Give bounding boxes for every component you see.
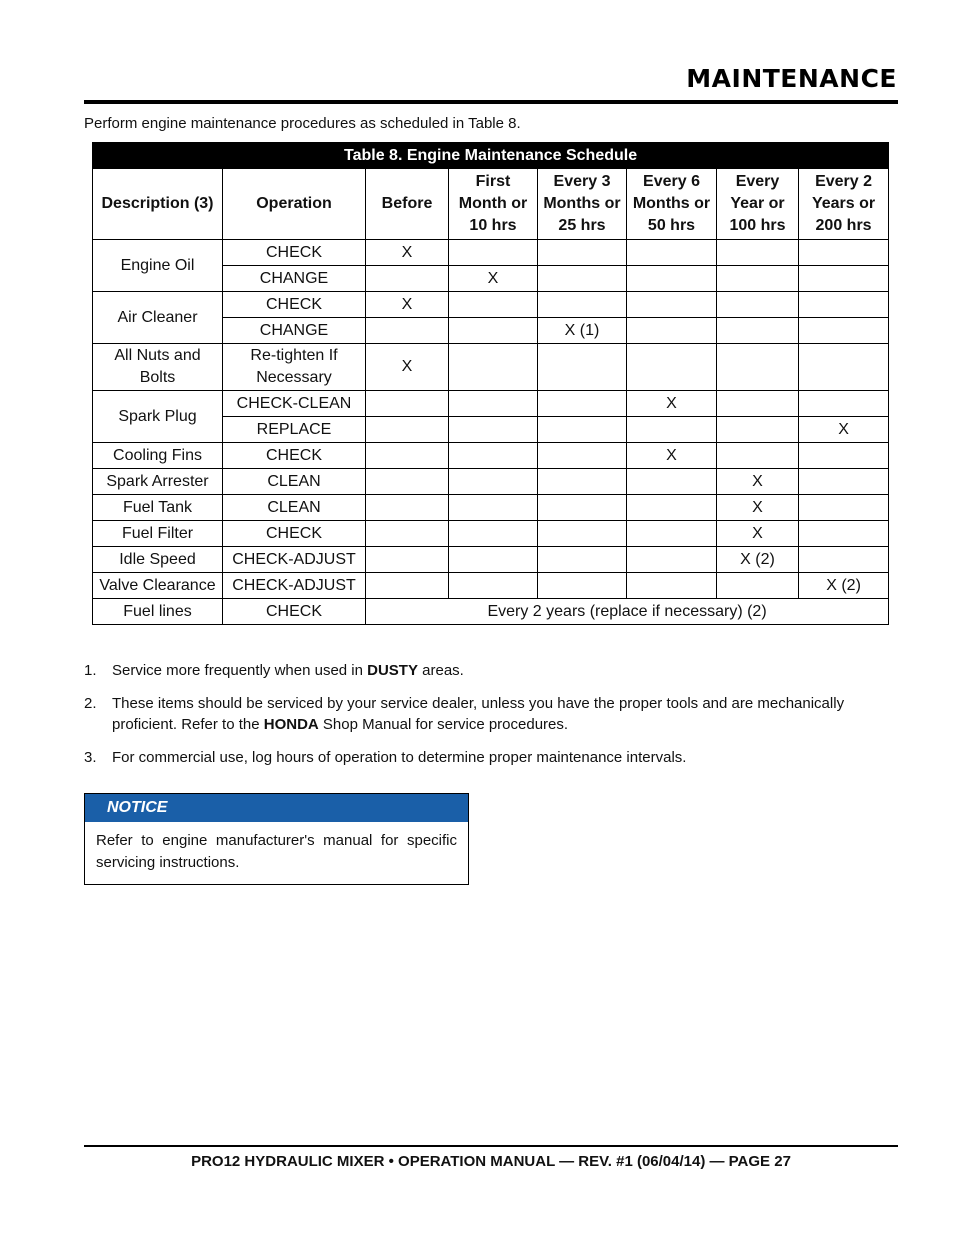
schedule-cell: [799, 521, 889, 547]
schedule-cell: [627, 547, 717, 573]
schedule-cell: [627, 292, 717, 318]
item-cell: All Nuts and Bolts: [93, 344, 223, 391]
schedule-cell: [366, 318, 449, 344]
schedule-cell: [449, 391, 538, 417]
table-row: [93, 573, 889, 599]
schedule-cell: [717, 391, 799, 417]
table-row: [93, 495, 889, 521]
schedule-cell: [799, 391, 889, 417]
footnote-number: 1.: [84, 662, 97, 679]
item-cell: Fuel Filter: [93, 521, 223, 547]
schedule-cell: [449, 469, 538, 495]
operation-cell: CLEAN: [223, 469, 366, 495]
footnote-item: [84, 693, 900, 735]
schedule-cell: [799, 266, 889, 292]
schedule-cell: X: [366, 292, 449, 318]
schedule-cell: [799, 495, 889, 521]
schedule-cell: [538, 521, 627, 547]
table-row: [93, 599, 889, 625]
interval-note-cell: Every 2 years (replace if necessary) (2): [366, 599, 889, 625]
column-header: Description (3): [93, 169, 223, 240]
schedule-cell: [627, 495, 717, 521]
footnote-text: Service more frequently when used in DUSTY areas.: [112, 662, 464, 679]
schedule-cell: [449, 292, 538, 318]
table-row: [93, 521, 889, 547]
column-header: Operation: [223, 169, 366, 240]
footnote-text: For commercial use, log hours of operation to determine proper maintenance intervals.: [112, 749, 687, 766]
notice-label: NOTICE: [85, 794, 468, 822]
schedule-cell: [449, 240, 538, 266]
schedule-cell: [799, 547, 889, 573]
schedule-cell: X: [799, 417, 889, 443]
footnote-item: [84, 660, 900, 681]
schedule-cell: X (2): [799, 573, 889, 599]
operation-cell: CHANGE: [223, 266, 366, 292]
schedule-cell: [366, 391, 449, 417]
schedule-cell: X (2): [717, 547, 799, 573]
intro-text: Perform engine maintenance procedures as scheduled in Table 8.: [84, 115, 521, 132]
schedule-cell: [449, 318, 538, 344]
item-cell: Spark Arrester: [93, 469, 223, 495]
maintenance-schedule-table: [92, 142, 889, 625]
schedule-cell: [717, 240, 799, 266]
operation-cell: CLEAN: [223, 495, 366, 521]
item-cell: Engine Oil: [93, 240, 223, 292]
schedule-cell: [538, 240, 627, 266]
schedule-cell: [717, 443, 799, 469]
schedule-cell: [627, 318, 717, 344]
schedule-cell: [538, 573, 627, 599]
schedule-cell: X: [627, 443, 717, 469]
operation-cell: CHECK: [223, 599, 366, 625]
column-header: Before: [366, 169, 449, 240]
table-row: [93, 547, 889, 573]
schedule-cell: [449, 547, 538, 573]
schedule-cell: [717, 266, 799, 292]
table-caption: Table 8. Engine Maintenance Schedule: [93, 143, 889, 169]
schedule-cell: X (1): [538, 318, 627, 344]
schedule-cell: [538, 443, 627, 469]
item-cell: Idle Speed: [93, 547, 223, 573]
table-row: [93, 292, 889, 318]
operation-cell: CHECK: [223, 292, 366, 318]
item-cell: Spark Plug: [93, 391, 223, 443]
operation-cell: CHECK: [223, 521, 366, 547]
schedule-cell: [627, 417, 717, 443]
schedule-cell: X: [627, 391, 717, 417]
schedule-cell: X: [366, 344, 449, 391]
column-header: Every 3 Months or 25 hrs: [538, 169, 627, 240]
schedule-cell: [717, 292, 799, 318]
schedule-cell: [366, 521, 449, 547]
table-row: [93, 391, 889, 417]
schedule-cell: [799, 344, 889, 391]
schedule-cell: [538, 547, 627, 573]
schedule-cell: [717, 573, 799, 599]
schedule-cell: [538, 292, 627, 318]
schedule-cell: [366, 266, 449, 292]
table-row: [93, 443, 889, 469]
schedule-cell: [627, 344, 717, 391]
operation-cell: CHECK-ADJUST: [223, 547, 366, 573]
schedule-cell: [627, 521, 717, 547]
notice-box: [84, 793, 469, 885]
operation-cell: CHECK: [223, 240, 366, 266]
schedule-cell: [366, 469, 449, 495]
table-row: [93, 344, 889, 391]
notice-body: Refer to engine manufacturer's manual for specific servicing instructions.: [96, 832, 457, 871]
schedule-cell: [366, 417, 449, 443]
column-header: Every 2 Years or 200 hrs: [799, 169, 889, 240]
schedule-cell: [538, 344, 627, 391]
column-header: Every Year or 100 hrs: [717, 169, 799, 240]
schedule-cell: [627, 573, 717, 599]
schedule-cell: X: [717, 495, 799, 521]
schedule-cell: [717, 344, 799, 391]
item-cell: Cooling Fins: [93, 443, 223, 469]
schedule-cell: [538, 495, 627, 521]
schedule-cell: [366, 495, 449, 521]
schedule-cell: [799, 469, 889, 495]
schedule-cell: [449, 521, 538, 547]
item-cell: Fuel Tank: [93, 495, 223, 521]
schedule-cell: [799, 240, 889, 266]
schedule-cell: X: [366, 240, 449, 266]
operation-cell: REPLACE: [223, 417, 366, 443]
schedule-cell: [366, 547, 449, 573]
schedule-cell: [799, 443, 889, 469]
schedule-cell: [538, 417, 627, 443]
item-cell: Valve Clearance: [93, 573, 223, 599]
schedule-cell: [627, 266, 717, 292]
title-rule: [84, 100, 898, 104]
footnote-text: These items should be serviced by your service dealer, unless you have the proper tools and are mechanically proficient. Refer to the HONDA Shop Manual for service procedures.: [112, 695, 845, 733]
schedule-cell: [799, 292, 889, 318]
schedule-cell: [717, 417, 799, 443]
page-footer: PRO12 HYDRAULIC MIXER • OPERATION MANUAL — REV. #1 (06/04/14) — PAGE 27: [191, 1153, 791, 1170]
schedule-cell: [538, 266, 627, 292]
schedule-cell: X: [717, 521, 799, 547]
schedule-cell: [449, 495, 538, 521]
schedule-cell: [627, 469, 717, 495]
footnote-number: 3.: [84, 749, 97, 766]
operation-cell: CHANGE: [223, 318, 366, 344]
footnote-number: 2.: [84, 695, 97, 712]
schedule-cell: [449, 573, 538, 599]
item-cell: Air Cleaner: [93, 292, 223, 344]
footer-rule: [84, 1145, 898, 1147]
schedule-cell: [366, 443, 449, 469]
schedule-cell: [538, 391, 627, 417]
schedule-cell: X: [449, 266, 538, 292]
operation-cell: Re-tighten If Necessary: [223, 344, 366, 391]
item-cell: Fuel lines: [93, 599, 223, 625]
schedule-cell: [717, 318, 799, 344]
footnotes: [84, 660, 900, 780]
schedule-cell: [449, 417, 538, 443]
schedule-cell: [366, 573, 449, 599]
column-header: Every 6 Months or 50 hrs: [627, 169, 717, 240]
column-header: First Month or 10 hrs: [449, 169, 538, 240]
schedule-cell: [799, 318, 889, 344]
schedule-cell: [449, 344, 538, 391]
operation-cell: CHECK-CLEAN: [223, 391, 366, 417]
operation-cell: CHECK: [223, 443, 366, 469]
table-row: [93, 240, 889, 266]
schedule-cell: [627, 240, 717, 266]
schedule-cell: X: [717, 469, 799, 495]
table-row: [93, 469, 889, 495]
operation-cell: CHECK-ADJUST: [223, 573, 366, 599]
footnote-item: [84, 747, 900, 768]
page-title: MAINTENANCE: [686, 64, 897, 93]
schedule-cell: [449, 443, 538, 469]
schedule-cell: [538, 469, 627, 495]
